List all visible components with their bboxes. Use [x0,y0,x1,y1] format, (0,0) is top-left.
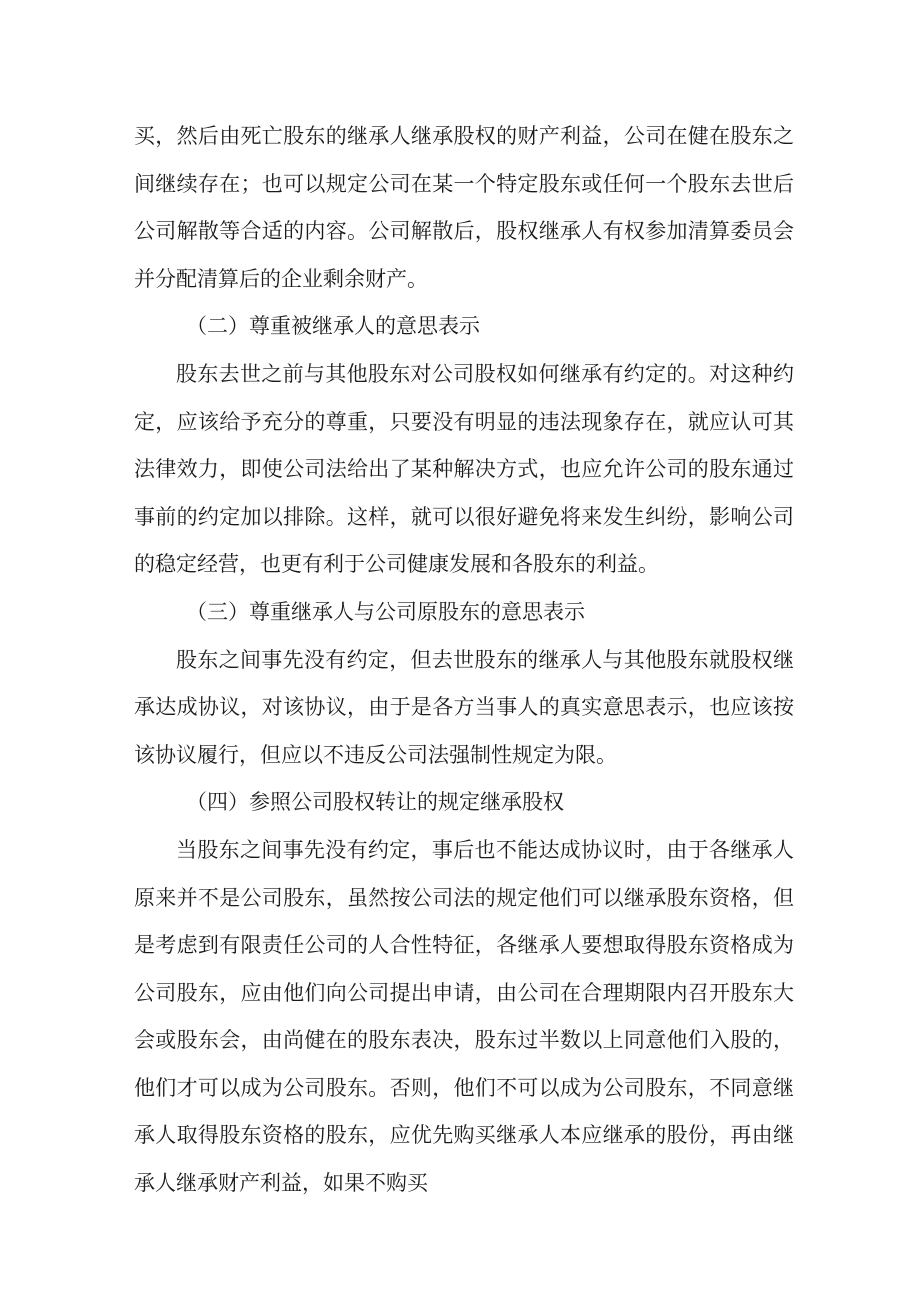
paragraph-section-4: 当股东之间事先没有约定，事后也不能达成协议时，由于各继承人原来并不是公司股东，虽然按公司法的规定他们可以继承股东资格，但是考虑到有限责任公司的人合性特征，各继承人要想取得股东资格成为公司股东，应由他们向公司提出申请，由公司在合理期限内召开股东大会或股东会，由尚健在的股东表决，股东过半数以上同意他们入股的，他们才可以成为公司股东。否则，他们不可以成为公司股东，不同意继承人取得股东资格的股东，应优先购买继承人本应继承的股份，再由继承人继承财产利益，如果不购买 [134,837,794,1196]
document-body [134,113,794,1208]
section-heading-2: （二）尊重被继承人的意思表示 [186,314,480,339]
paragraph-continuation: 买，然后由死亡股东的继承人继承股权的财产利益，公司在健在股东之间继续存在；也可以规定公司在某一个特定股东或任何一个股东去世后公司解散等合适的内容。公司解散后，股权继承人有权参加清算委员会并分配清算后的企业剩余财产。 [134,124,794,291]
section-heading-3: （三）尊重继承人与公司原股东的意思表示 [186,599,585,624]
paragraph-section-2: 股东去世之前与其他股东对公司股权如何继承有约定的。对这种约定，应该给予充分的尊重，只要没有明显的违法现象存在，就应认可其法律效力，即使公司法给出了某种解决方式，也应允许公司的股东通过事前的约定加以排除。这样，就可以很好避免将来发生纠纷，影响公司的稳定经营，也更有利于公司健康发展和各股东的利益。 [134,361,794,577]
paragraph-section-3: 股东之间事先没有约定，但去世股东的继承人与其他股东就股权继承达成协议，对该协议，由于是各方当事人的真实意思表示，也应该按该协议履行，但应以不违反公司法强制性规定为限。 [134,647,794,767]
section-heading-4: （四）参照公司股权转让的规定继承股权 [186,790,564,815]
